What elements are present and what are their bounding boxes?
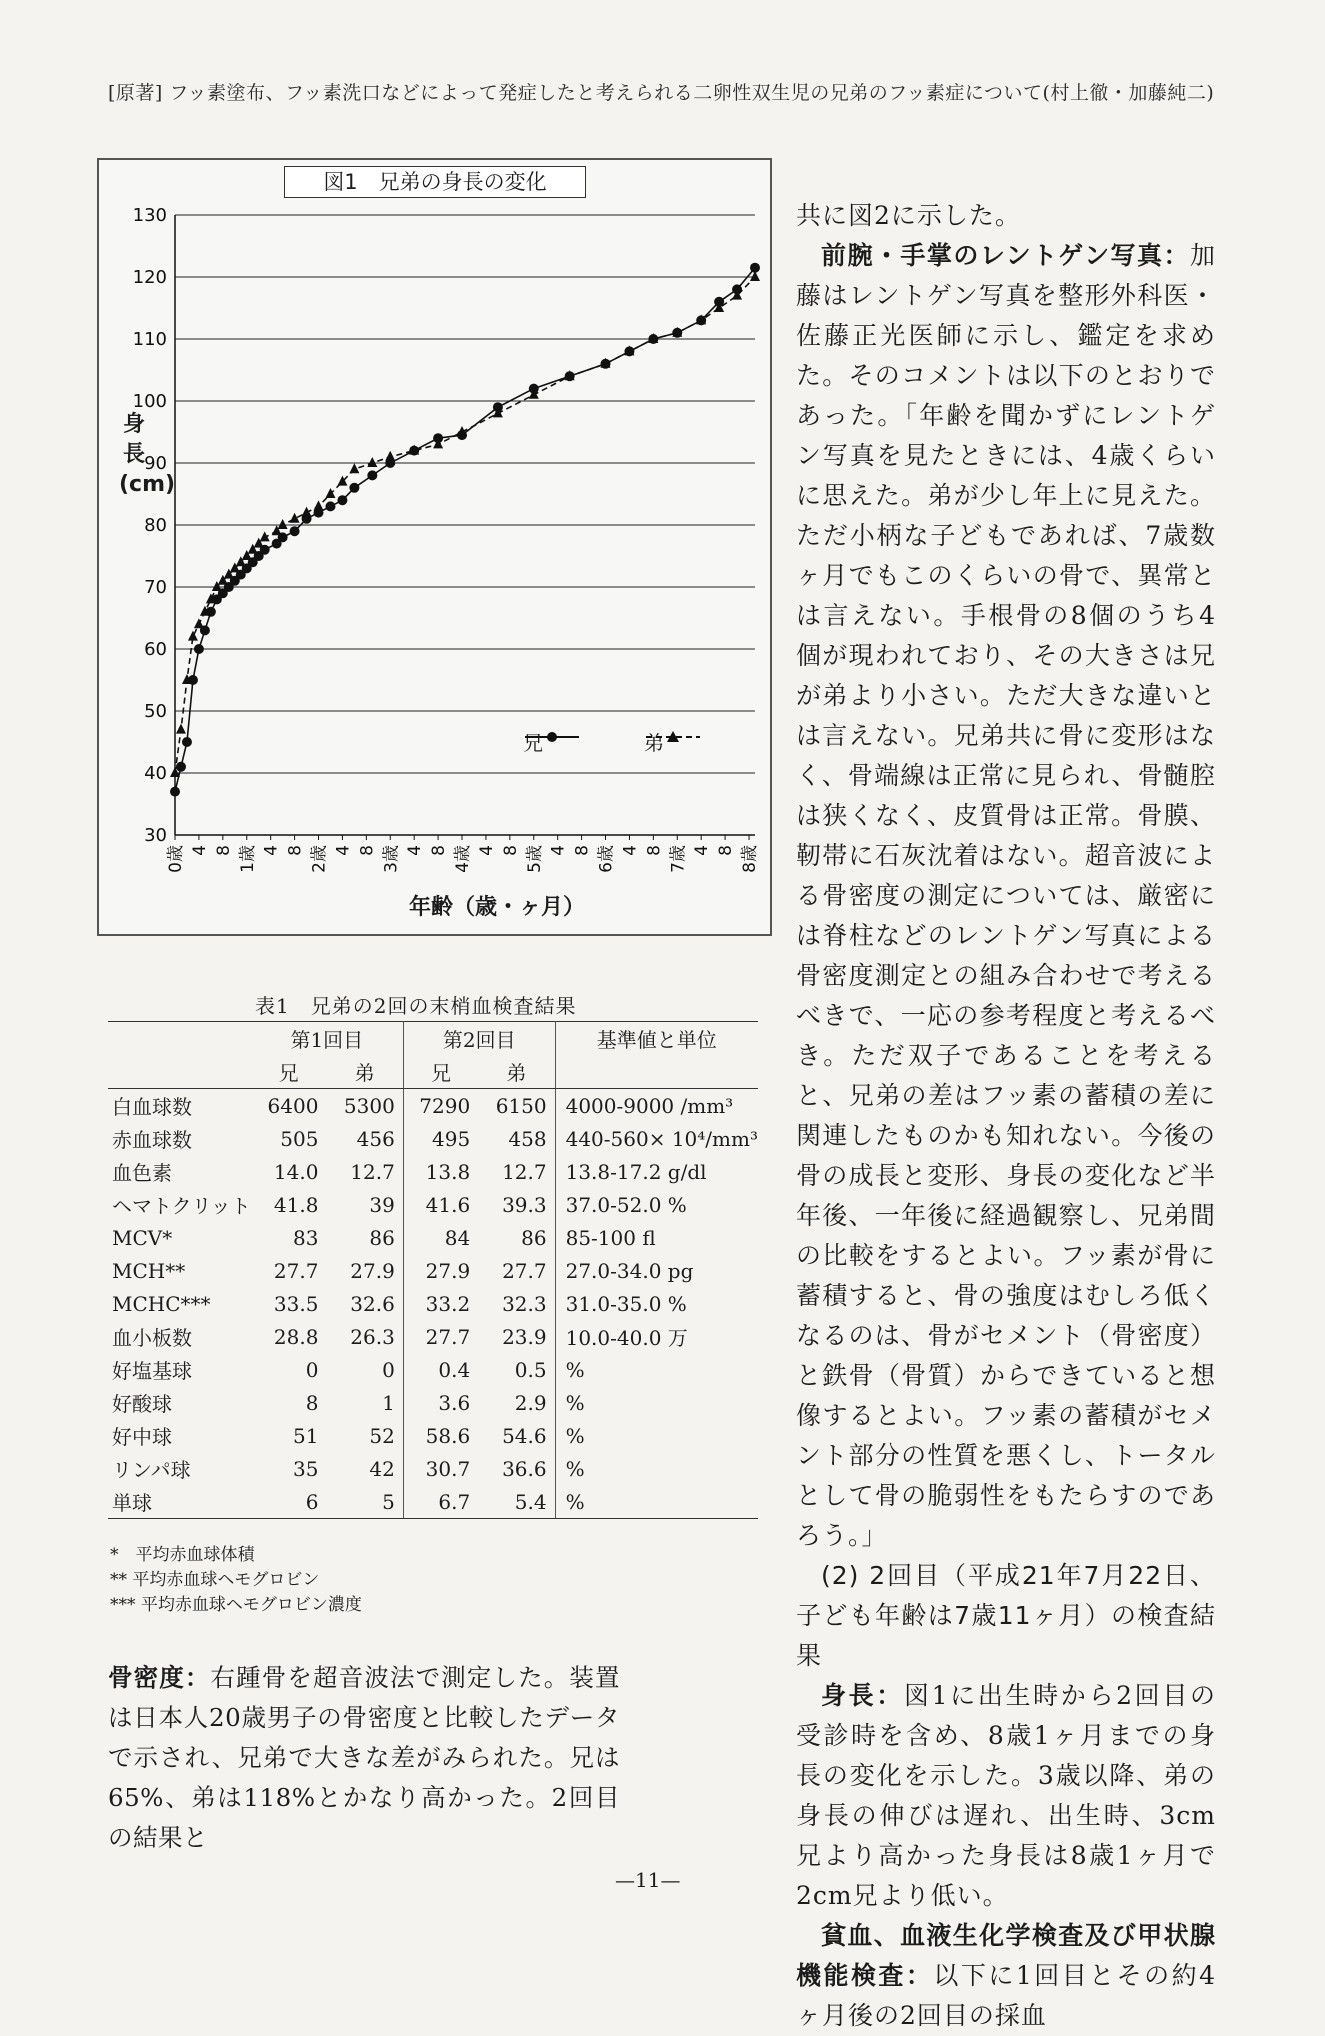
data-point-older	[170, 787, 180, 797]
x-tick-label: 2歳	[309, 845, 330, 873]
data-point-older	[349, 483, 359, 493]
value-older-1: 35	[292, 1456, 319, 1481]
right-para-1: 共に図2に示した。	[796, 201, 1021, 230]
table-footnotes	[110, 1543, 362, 1618]
x-tick-label: 8	[572, 845, 593, 856]
value-older-2: 27.7	[425, 1324, 471, 1349]
reference-value: %	[565, 1456, 585, 1481]
footnote-mch: ** 平均赤血球ヘモグロビン	[110, 1570, 320, 1590]
data-point-older	[290, 526, 300, 536]
value-younger-1: 5300	[326, 1089, 403, 1123]
value-older-1: 51	[292, 1423, 319, 1448]
chart-title: 図1 兄弟の身長の変化	[284, 166, 586, 198]
x-tick-label: 4	[692, 845, 713, 856]
data-point-older	[325, 501, 335, 511]
figure-1-height-chart	[97, 158, 772, 936]
value-younger-1: 42	[326, 1452, 403, 1485]
data-point-older	[182, 737, 192, 747]
value-older-1: 8	[305, 1390, 319, 1415]
x-tick-label: 8	[213, 845, 234, 856]
anemia-paragraph	[796, 1916, 1216, 2036]
value-older-2: 3.6	[438, 1390, 471, 1415]
legend-label-older: 兄	[523, 731, 543, 755]
table-row	[108, 1221, 758, 1254]
value-younger-2: 39.3	[478, 1188, 555, 1221]
header-corner	[108, 1022, 251, 1056]
y-tick-label: 60	[144, 639, 167, 660]
value-younger-2: 36.6	[478, 1452, 555, 1485]
header-reference: 基準値と単位	[555, 1022, 758, 1056]
value-older-1: 83	[292, 1225, 319, 1250]
table-row	[108, 1386, 758, 1419]
value-older-1: 27.7	[273, 1258, 319, 1283]
blood-test-table	[108, 1021, 758, 1519]
height-body: 図1に出生時から2回目の受診時を含め、8歳1ヶ月までの身長の変化を示した。3歳以降、弟の身長の伸びは遅れ、出生時、3cm兄より高かった身長は8歳1ヶ月で2cm兄より低い。	[796, 1681, 1216, 1910]
value-younger-1: 27.9	[326, 1254, 403, 1287]
value-older-2: 7290	[419, 1093, 471, 1118]
value-older-2: 41.6	[425, 1192, 471, 1217]
reference-value: 27.0-34.0 pg	[565, 1258, 694, 1283]
xray-paragraph	[796, 236, 1216, 1556]
data-point-younger	[385, 451, 395, 461]
x-tick-label: 8	[357, 845, 378, 856]
x-tick-label: 4	[261, 845, 282, 856]
x-tick-label: 1歳	[237, 845, 258, 873]
data-point-older	[176, 762, 186, 772]
value-younger-1: 86	[326, 1221, 403, 1254]
page-number: —11—	[615, 1868, 681, 1892]
table-row	[108, 1353, 758, 1386]
value-older-2: 27.9	[425, 1258, 471, 1283]
subheader-younger-2: 弟	[478, 1055, 555, 1089]
subheader-corner	[108, 1055, 251, 1089]
table-title: 表1 兄弟の2回の末梢血検査結果	[255, 994, 577, 1018]
height-paragraph	[796, 1676, 1216, 1916]
x-tick-label: 6歳	[596, 845, 617, 873]
x-tick-label: 0歳	[166, 845, 186, 873]
reference-value: %	[565, 1423, 585, 1448]
value-younger-2: 12.7	[478, 1155, 555, 1188]
row-label: ヘマトクリット	[112, 1194, 251, 1218]
value-older-2: 13.8	[425, 1159, 471, 1184]
x-tick-label: 3歳	[381, 845, 402, 873]
value-older-1: 14.0	[273, 1159, 319, 1184]
table-row	[108, 1155, 758, 1188]
row-label: 単球	[108, 1485, 251, 1519]
value-younger-2: 5.4	[478, 1485, 555, 1519]
y-tick-label: 110	[132, 329, 167, 350]
value-older-2: 84	[444, 1225, 471, 1250]
value-older-2: 6.7	[403, 1485, 478, 1519]
data-point-older	[367, 470, 377, 480]
row-label: MCV*	[112, 1225, 173, 1250]
y-tick-label: 30	[144, 825, 167, 846]
subheader-reference	[555, 1055, 758, 1089]
value-younger-1: 32.6	[326, 1287, 403, 1320]
row-label: 好塩基球	[112, 1359, 192, 1383]
table-row	[108, 1122, 758, 1155]
footnote-mcv: * 平均赤血球体積	[110, 1545, 255, 1565]
value-older-2: 30.7	[425, 1456, 471, 1481]
reference-value: 440-560× 10⁴/mm³	[565, 1126, 758, 1151]
x-tick-label: 4	[620, 845, 641, 856]
value-older-1: 6	[251, 1485, 327, 1519]
value-older-1: 41.8	[273, 1192, 319, 1217]
value-older-1: 6400	[267, 1093, 319, 1118]
value-older-2: 33.2	[425, 1291, 471, 1316]
x-tick-label: 8歳	[740, 845, 761, 873]
y-tick-label: 130	[132, 205, 167, 226]
x-tick-label: 8	[644, 845, 665, 856]
value-older-1: 0	[305, 1357, 319, 1382]
value-younger-1: 5	[326, 1485, 403, 1519]
x-tick-label: 8	[429, 845, 450, 856]
legend-brother-younger	[644, 727, 664, 756]
anemia-heading: 貧血、血液生化学検査及び甲状腺機能検査：	[796, 1921, 1216, 1990]
header-second-visit: 第2回目	[403, 1022, 555, 1056]
x-tick-label: 4	[189, 845, 210, 856]
x-tick-label: 4	[548, 845, 569, 856]
xray-heading: 前腕・手掌のレントゲン写真：	[821, 241, 1190, 270]
data-point-younger	[278, 519, 288, 529]
y-tick-label: 50	[144, 701, 167, 722]
value-older-1: 33.5	[273, 1291, 319, 1316]
chart-xlabel: 年齢（歳・ヶ月）	[409, 895, 586, 920]
value-younger-1: 39	[326, 1188, 403, 1221]
reference-value: 10.0-40.0 万	[565, 1326, 688, 1350]
row-label: MCH**	[112, 1258, 186, 1283]
table-row	[108, 1089, 758, 1123]
reference-value: %	[555, 1485, 758, 1519]
value-younger-1: 0	[326, 1353, 403, 1386]
reference-value: 13.8-17.2 g/dl	[565, 1159, 707, 1184]
series-line-older	[175, 268, 755, 792]
value-younger-2: 23.9	[478, 1320, 555, 1353]
data-point-younger	[367, 457, 377, 467]
x-tick-label: 5歳	[524, 845, 545, 873]
value-younger-2: 27.7	[478, 1254, 555, 1287]
y-tick-label: 80	[144, 515, 167, 536]
anemia-body: 以下に1回目とその約4ヶ月後の2回目の採血	[796, 1961, 1216, 2030]
xray-body: 加藤はレントゲン写真を整形外科医・佐藤正光医師に示し、鑑定を求めた。そのコメントは以下のとおりであった。「年齢を聞かずにレントゲン写真を見たときには、4歳くらいに思えた。弟が少し年上に見えた。ただ小柄な子どもであれば、7歳数ヶ月でもこのくらいの骨で、異常とは言えない。手根骨の8個のうち4個が現われており、その大きさは兄が弟より小さい。ただ大きな違いとは言えない。兄弟共に骨に変形はなく、骨端線は正常に見られ、骨髄腔は狭くなく、皮質骨は正常。骨膜、靭帯に石灰沈着はない。超音波による骨密度の測定については、厳密には脊柱などのレントゲン写真による骨密度測定との組み合わせで考えるべきで、一応の参考程度と考えるべき。ただ双子であることを考えると、兄弟の差はフッ素の蓄積の差に関連したものかも知れない。今後の骨の成長と変形、身長の変化など半年後、一年後に経過観察し、兄弟間の比較をするとよい。フッ素が骨に蓄積すると、骨の強度はむしろ低くなるのは、骨がセメント（骨密度）と鉄骨（骨質）からできていると想像するとよい。フッ素の蓄積がセメント部分の性質を悪くし、トータルとして骨の脆弱性をもたらすのであろう。」	[796, 241, 1216, 1550]
reference-value: %	[565, 1390, 585, 1415]
value-younger-2: 86	[478, 1221, 555, 1254]
data-point-younger	[188, 631, 198, 641]
value-older-2: 495	[432, 1126, 471, 1151]
x-tick-label: 4歳	[453, 845, 474, 873]
data-point-older	[194, 644, 204, 654]
header-first-visit: 第1回目	[251, 1022, 404, 1056]
value-younger-2: 2.9	[478, 1386, 555, 1419]
value-younger-2: 0.5	[478, 1353, 555, 1386]
value-younger-1: 12.7	[326, 1155, 403, 1188]
subheader-younger-1: 弟	[326, 1055, 403, 1089]
bone-density-paragraph	[108, 1658, 620, 1858]
footnote-mchc: *** 平均赤血球ヘモグロビン濃度	[110, 1595, 362, 1615]
table-row	[108, 1254, 758, 1287]
value-younger-1: 52	[326, 1419, 403, 1452]
row-label: 赤血球数	[112, 1128, 192, 1152]
table-row	[108, 1287, 758, 1320]
value-older-2: 58.6	[425, 1423, 471, 1448]
data-point-younger	[325, 488, 335, 498]
table-row	[108, 1419, 758, 1452]
reference-value: 85-100 fl	[565, 1225, 656, 1250]
value-older-2: 0.4	[438, 1357, 471, 1382]
x-tick-label: 8	[716, 845, 737, 856]
second-visit-heading: (2) 2回目（平成21年7月22日、子ども年齢は7歳11ヶ月）の検査結果	[796, 1561, 1216, 1670]
x-tick-label: 8	[500, 845, 521, 856]
row-label: 血小板数	[112, 1326, 192, 1350]
data-point-older	[337, 495, 347, 505]
data-point-younger	[314, 500, 324, 510]
y-tick-label: 100	[132, 391, 167, 412]
row-label: 好酸球	[112, 1392, 172, 1416]
data-point-younger	[194, 618, 204, 628]
row-label: リンパ球	[112, 1458, 191, 1482]
y-tick-label: 40	[144, 763, 167, 784]
data-point-younger	[176, 724, 186, 734]
value-younger-2: 458	[478, 1122, 555, 1155]
value-younger-2: 6150	[478, 1089, 555, 1123]
height-heading: 身長：	[821, 1681, 904, 1710]
y-tick-label: 90	[144, 453, 167, 474]
value-younger-2: 54.6	[478, 1419, 555, 1452]
row-label: 白血球数	[112, 1095, 192, 1119]
right-column-text	[796, 196, 1216, 2036]
value-younger-2: 32.3	[478, 1287, 555, 1320]
reference-value: 37.0-52.0 %	[565, 1192, 687, 1217]
legend-label-younger: 弟	[644, 731, 664, 755]
subheader-older-2: 兄	[403, 1055, 478, 1089]
reference-value: 31.0-35.0 %	[565, 1291, 687, 1316]
table-row	[108, 1485, 758, 1519]
x-tick-label: 8	[285, 845, 306, 856]
row-label: 血色素	[112, 1161, 172, 1185]
bone-density-body: 右踵骨を超音波法で測定した。装置は日本人20歳男子の骨密度と比較したデータで示され、兄弟で大きな差がみられた。兄は65%、弟は118%とかなり高かった。2回目の結果と	[108, 1663, 621, 1852]
chart-plot	[99, 160, 774, 938]
value-younger-1: 1	[326, 1386, 403, 1419]
row-label: MCHC***	[112, 1291, 211, 1316]
value-older-1: 28.8	[273, 1324, 319, 1349]
reference-value: 4000-9000 /mm³	[565, 1093, 734, 1118]
x-tick-label: 4	[333, 845, 354, 856]
table-row	[108, 1188, 758, 1221]
subheader-older-1: 兄	[251, 1055, 327, 1089]
value-older-1: 505	[280, 1126, 319, 1151]
bone-density-heading: 骨密度：	[108, 1663, 211, 1692]
table-row	[108, 1320, 758, 1353]
reference-value: %	[565, 1357, 585, 1382]
y-tick-label: 70	[144, 577, 167, 598]
x-tick-label: 4	[476, 845, 497, 856]
data-point-younger	[349, 463, 359, 473]
row-label: 好中球	[112, 1425, 172, 1449]
legend-brother-older	[523, 727, 543, 756]
y-tick-label: 120	[132, 267, 167, 288]
table-row	[108, 1452, 758, 1485]
x-tick-label: 7歳	[668, 845, 689, 873]
value-younger-1: 26.3	[326, 1320, 403, 1353]
chart-ylabel: 身長(cm)	[119, 412, 176, 497]
x-tick-label: 4	[405, 845, 426, 856]
running-header: [原著] フッ素塗布、フッ素洗口などによって発症したと考えられる二卵性双生児の兄弟のフッ素症について(村上徹・加藤純二)	[108, 82, 1215, 104]
value-younger-1: 456	[326, 1122, 403, 1155]
